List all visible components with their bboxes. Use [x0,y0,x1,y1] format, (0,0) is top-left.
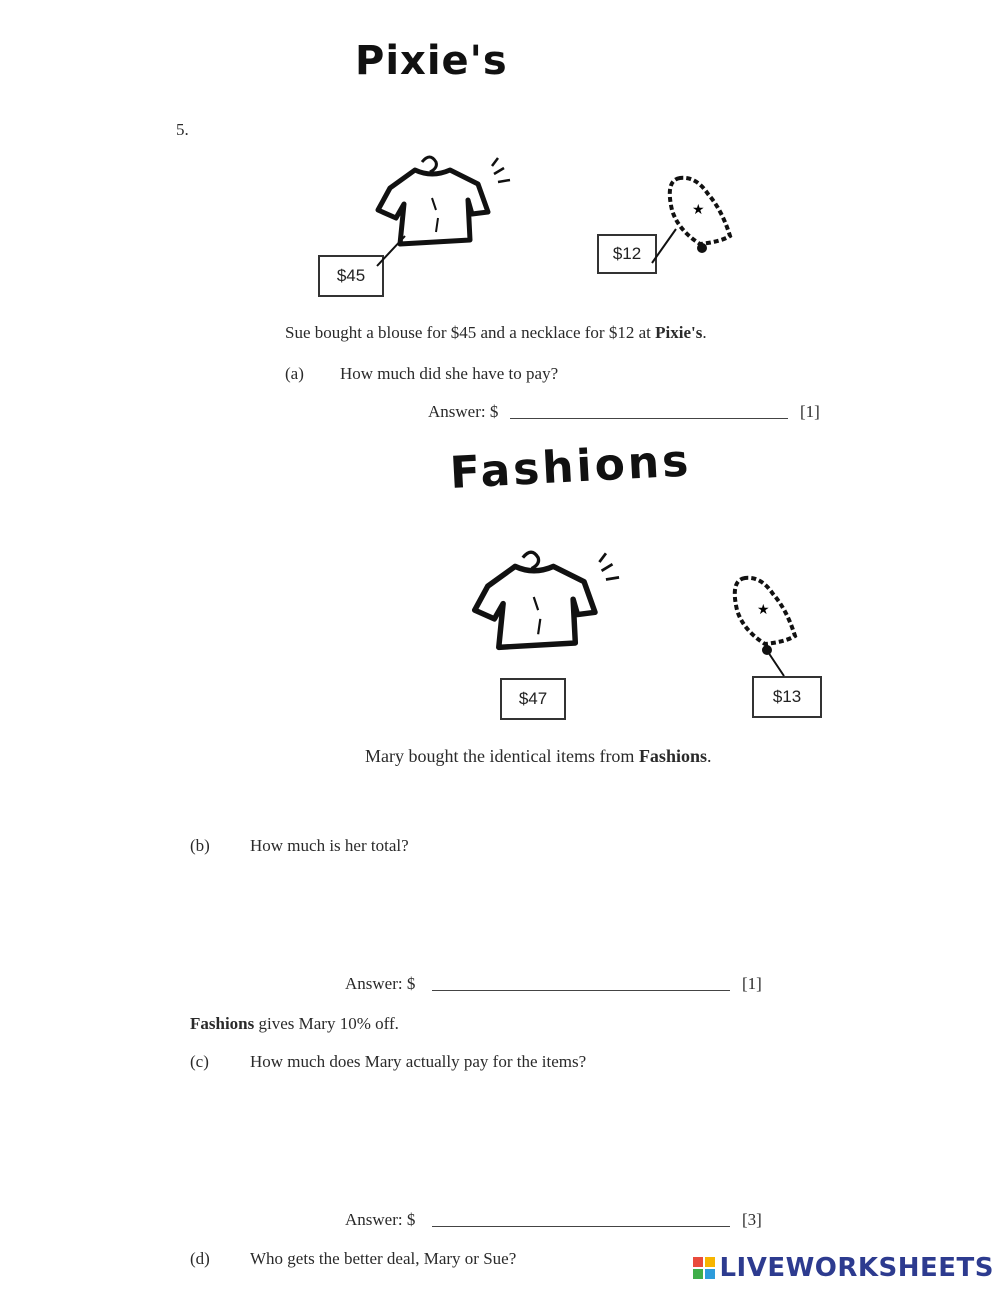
liveworksheets-logo [693,1253,994,1283]
sue-text-end: . [702,323,707,342]
mary-text-end: . [706,746,712,766]
part-a-text: How much did she have to pay? [340,364,559,383]
logo-text: LIVEWORKSHEETS [719,1253,994,1283]
part-c-question [190,1052,586,1072]
part-d-label: (d) [190,1249,210,1268]
part-a-marks: [1] [800,402,820,421]
price-tag-necklace-fashions: $13 [752,676,822,718]
part-b-marks: [1] [742,974,762,993]
svg-text:★: ★ [692,202,705,218]
part-a-question [285,364,558,384]
part-a-answer-field[interactable] [510,418,788,419]
mary-text-store: Fashions [638,746,707,766]
part-c-answer-label: Answer: $ [345,1210,416,1229]
price-tag-necklace-pixies: $12 [597,234,657,274]
part-c-text: How much does Mary actually pay for the items? [250,1052,587,1071]
price-tag-blouse-fashions: $47 [500,678,566,720]
part-d-text: Who gets the better deal, Mary or Sue? [250,1249,517,1268]
sue-text-store: Pixie's [655,323,703,342]
part-c-marks: [3] [742,1210,762,1229]
part-c-answer-field[interactable] [432,1226,730,1227]
logo-mark-icon [693,1257,715,1279]
part-b-question [190,836,409,856]
price-tag-blouse-pixies: $45 [318,255,384,297]
sue-purchase-text [285,323,707,343]
part-d-question [190,1249,516,1269]
discount-text [190,1014,399,1034]
sue-text-main: Sue bought a blouse for $45 and a necklace for $12 at [285,323,656,342]
mary-text-main: Mary bought the identical items from [365,746,639,766]
svg-text:★: ★ [757,602,770,618]
part-b-answer-label: Answer: $ [345,974,416,993]
discount-text-main: gives Mary 10% off. [254,1014,399,1033]
discount-text-store: Fashions [190,1014,255,1033]
blouse-icon [455,540,630,665]
part-a-label: (a) [285,364,304,383]
mary-purchase-text [365,746,711,767]
part-b-text: How much is her total? [250,836,409,855]
tag-string [650,225,680,265]
store-title-fashions: Fashions [448,435,693,499]
part-c-label: (c) [190,1052,209,1071]
question-number: 5. [176,120,189,139]
tag-string [375,230,415,270]
part-a-answer-label: Answer: $ [428,402,499,421]
store-title-pixies: Pixie's [355,38,508,84]
part-b-label: (b) [190,836,210,855]
tag-string [762,650,792,680]
part-b-answer-field[interactable] [432,990,730,991]
